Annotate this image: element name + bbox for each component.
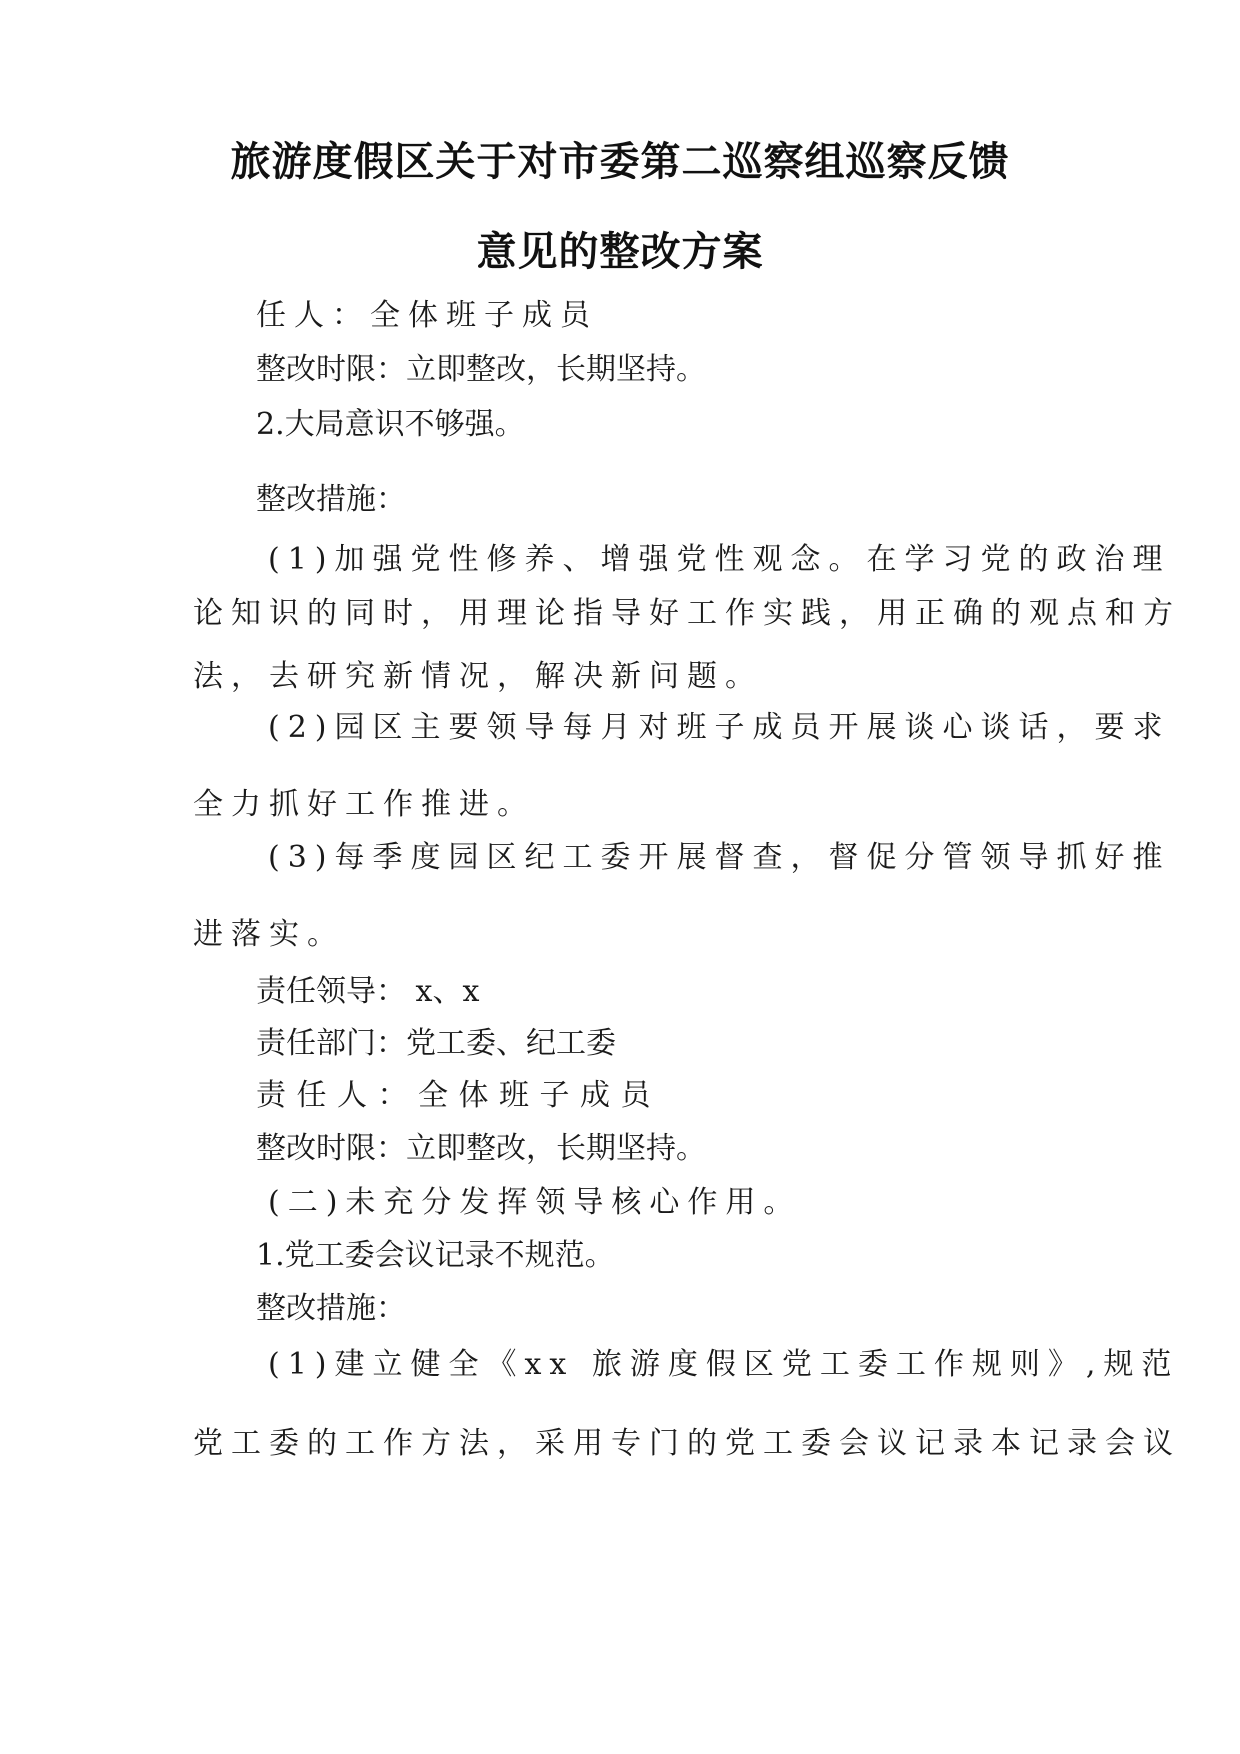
responsible-department-line: 责任部门：党工委、纪工委	[256, 1026, 616, 1061]
item-heading-2: 2.大局意识不够强。	[256, 407, 525, 442]
deadline-line: 整改时限：立即整改，长期坚持。	[256, 352, 706, 387]
measure-1-line-2: 论知识的同时，用理论指导好工作实践，用正确的观点和方	[193, 596, 1181, 631]
measure-3-line-2: 进落实。	[193, 917, 345, 952]
measure-2-line-1: (2)园区主要领导每月对班子成员开展谈心谈话，要求	[268, 710, 1171, 745]
document-title-line-1: 旅游度假区关于对市委第二巡察组巡察反馈	[230, 139, 1010, 185]
responsible-person-line-2: 责任人：全体班子成员	[256, 1078, 661, 1113]
responsible-person-line: 任人：全体班子成员	[256, 298, 598, 333]
responsible-leader-line: 责任领导： x、x	[256, 974, 480, 1009]
measures-label-2: 整改措施：	[256, 1291, 406, 1326]
deadline-line-2: 整改时限：立即整改，长期坚持。	[256, 1131, 706, 1166]
measures-label: 整改措施：	[256, 482, 406, 517]
measure-4-line-1: (1)建立健全《xx 旅游度假区党工委工作规则》,规范	[268, 1347, 1180, 1382]
measure-1-line-3: 法，去研究新情况，解决新问题。	[193, 659, 763, 694]
measure-1-line-1: (1)加强党性修养、增强党性观念。在学习党的政治理	[268, 542, 1171, 577]
document-title-line-2: 意见的整改方案	[476, 229, 764, 275]
measure-2-line-2: 全力抓好工作推进。	[193, 787, 535, 822]
section-heading-2: (二)未充分发挥领导核心作用。	[268, 1185, 802, 1220]
item-heading-1: 1.党工委会议记录不规范。	[256, 1238, 615, 1273]
measure-3-line-1: (3)每季度园区纪工委开展督查，督促分管领导抓好推	[268, 840, 1171, 875]
measure-4-line-2: 党工委的工作方法，采用专门的党工委会议记录本记录会议	[193, 1426, 1181, 1461]
